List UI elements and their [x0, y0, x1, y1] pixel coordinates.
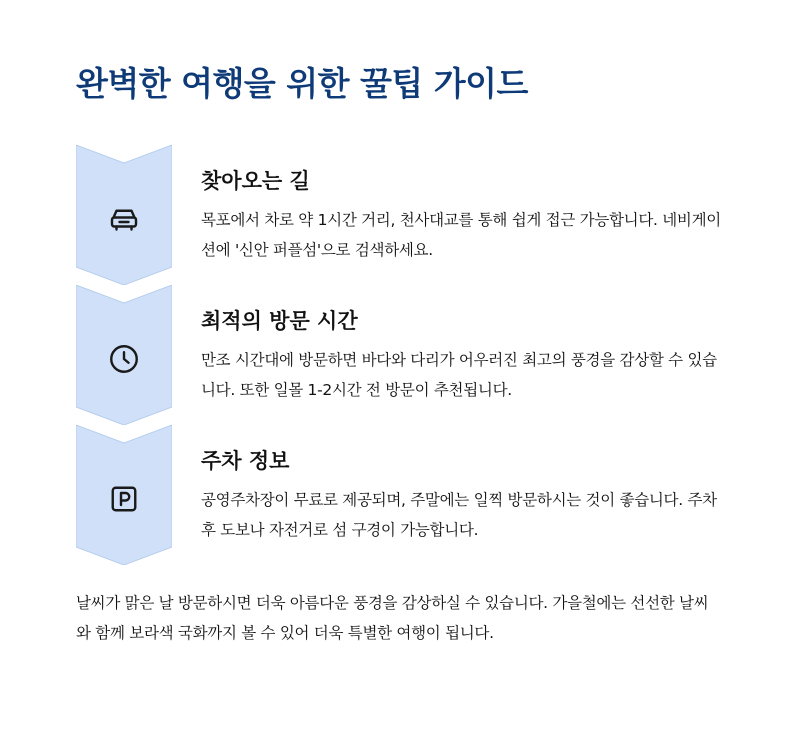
step-item-directions — [76, 145, 726, 285]
car-icon — [106, 201, 142, 237]
step-item-best-time — [76, 285, 726, 425]
clock-icon — [106, 341, 142, 377]
step-description: 공영주차장이 무료로 제공되며, 주말에는 일찍 방문하시는 것이 좋습니다. 주차 후 도보나 자전거로 섬 구경이 가능합니다. — [201, 491, 717, 539]
closing-paragraph: 날씨가 맑은 날 방문하시면 더욱 아름다운 풍경을 감상하실 수 있습니다. 가을철에는 선선한 날씨와 함께 보라색 국화까지 볼 수 있어 더욱 특별한 여행이 됩니다. — [76, 594, 709, 642]
step-description: 만조 시간대에 방문하면 바다와 다리가 어우러진 최고의 풍경을 감상할 수 있습니다. 또한 일몰 1-2시간 전 방문이 추천됩니다. — [201, 351, 717, 399]
step-item-parking — [76, 425, 726, 565]
step-title: 최적의 방문 시간 — [201, 309, 358, 333]
step-title: 주차 정보 — [201, 449, 290, 473]
step-title: 찾아오는 길 — [201, 169, 310, 193]
page-title: 완벽한 여행을 위한 꿀팁 가이드 — [76, 64, 528, 103]
step-description: 목포에서 차로 약 1시간 거리, 천사대교를 통해 쉽게 접근 가능합니다. 네비게이션에 '신안 퍼플섬'으로 검색하세요. — [201, 211, 721, 259]
parking-icon — [106, 481, 142, 517]
